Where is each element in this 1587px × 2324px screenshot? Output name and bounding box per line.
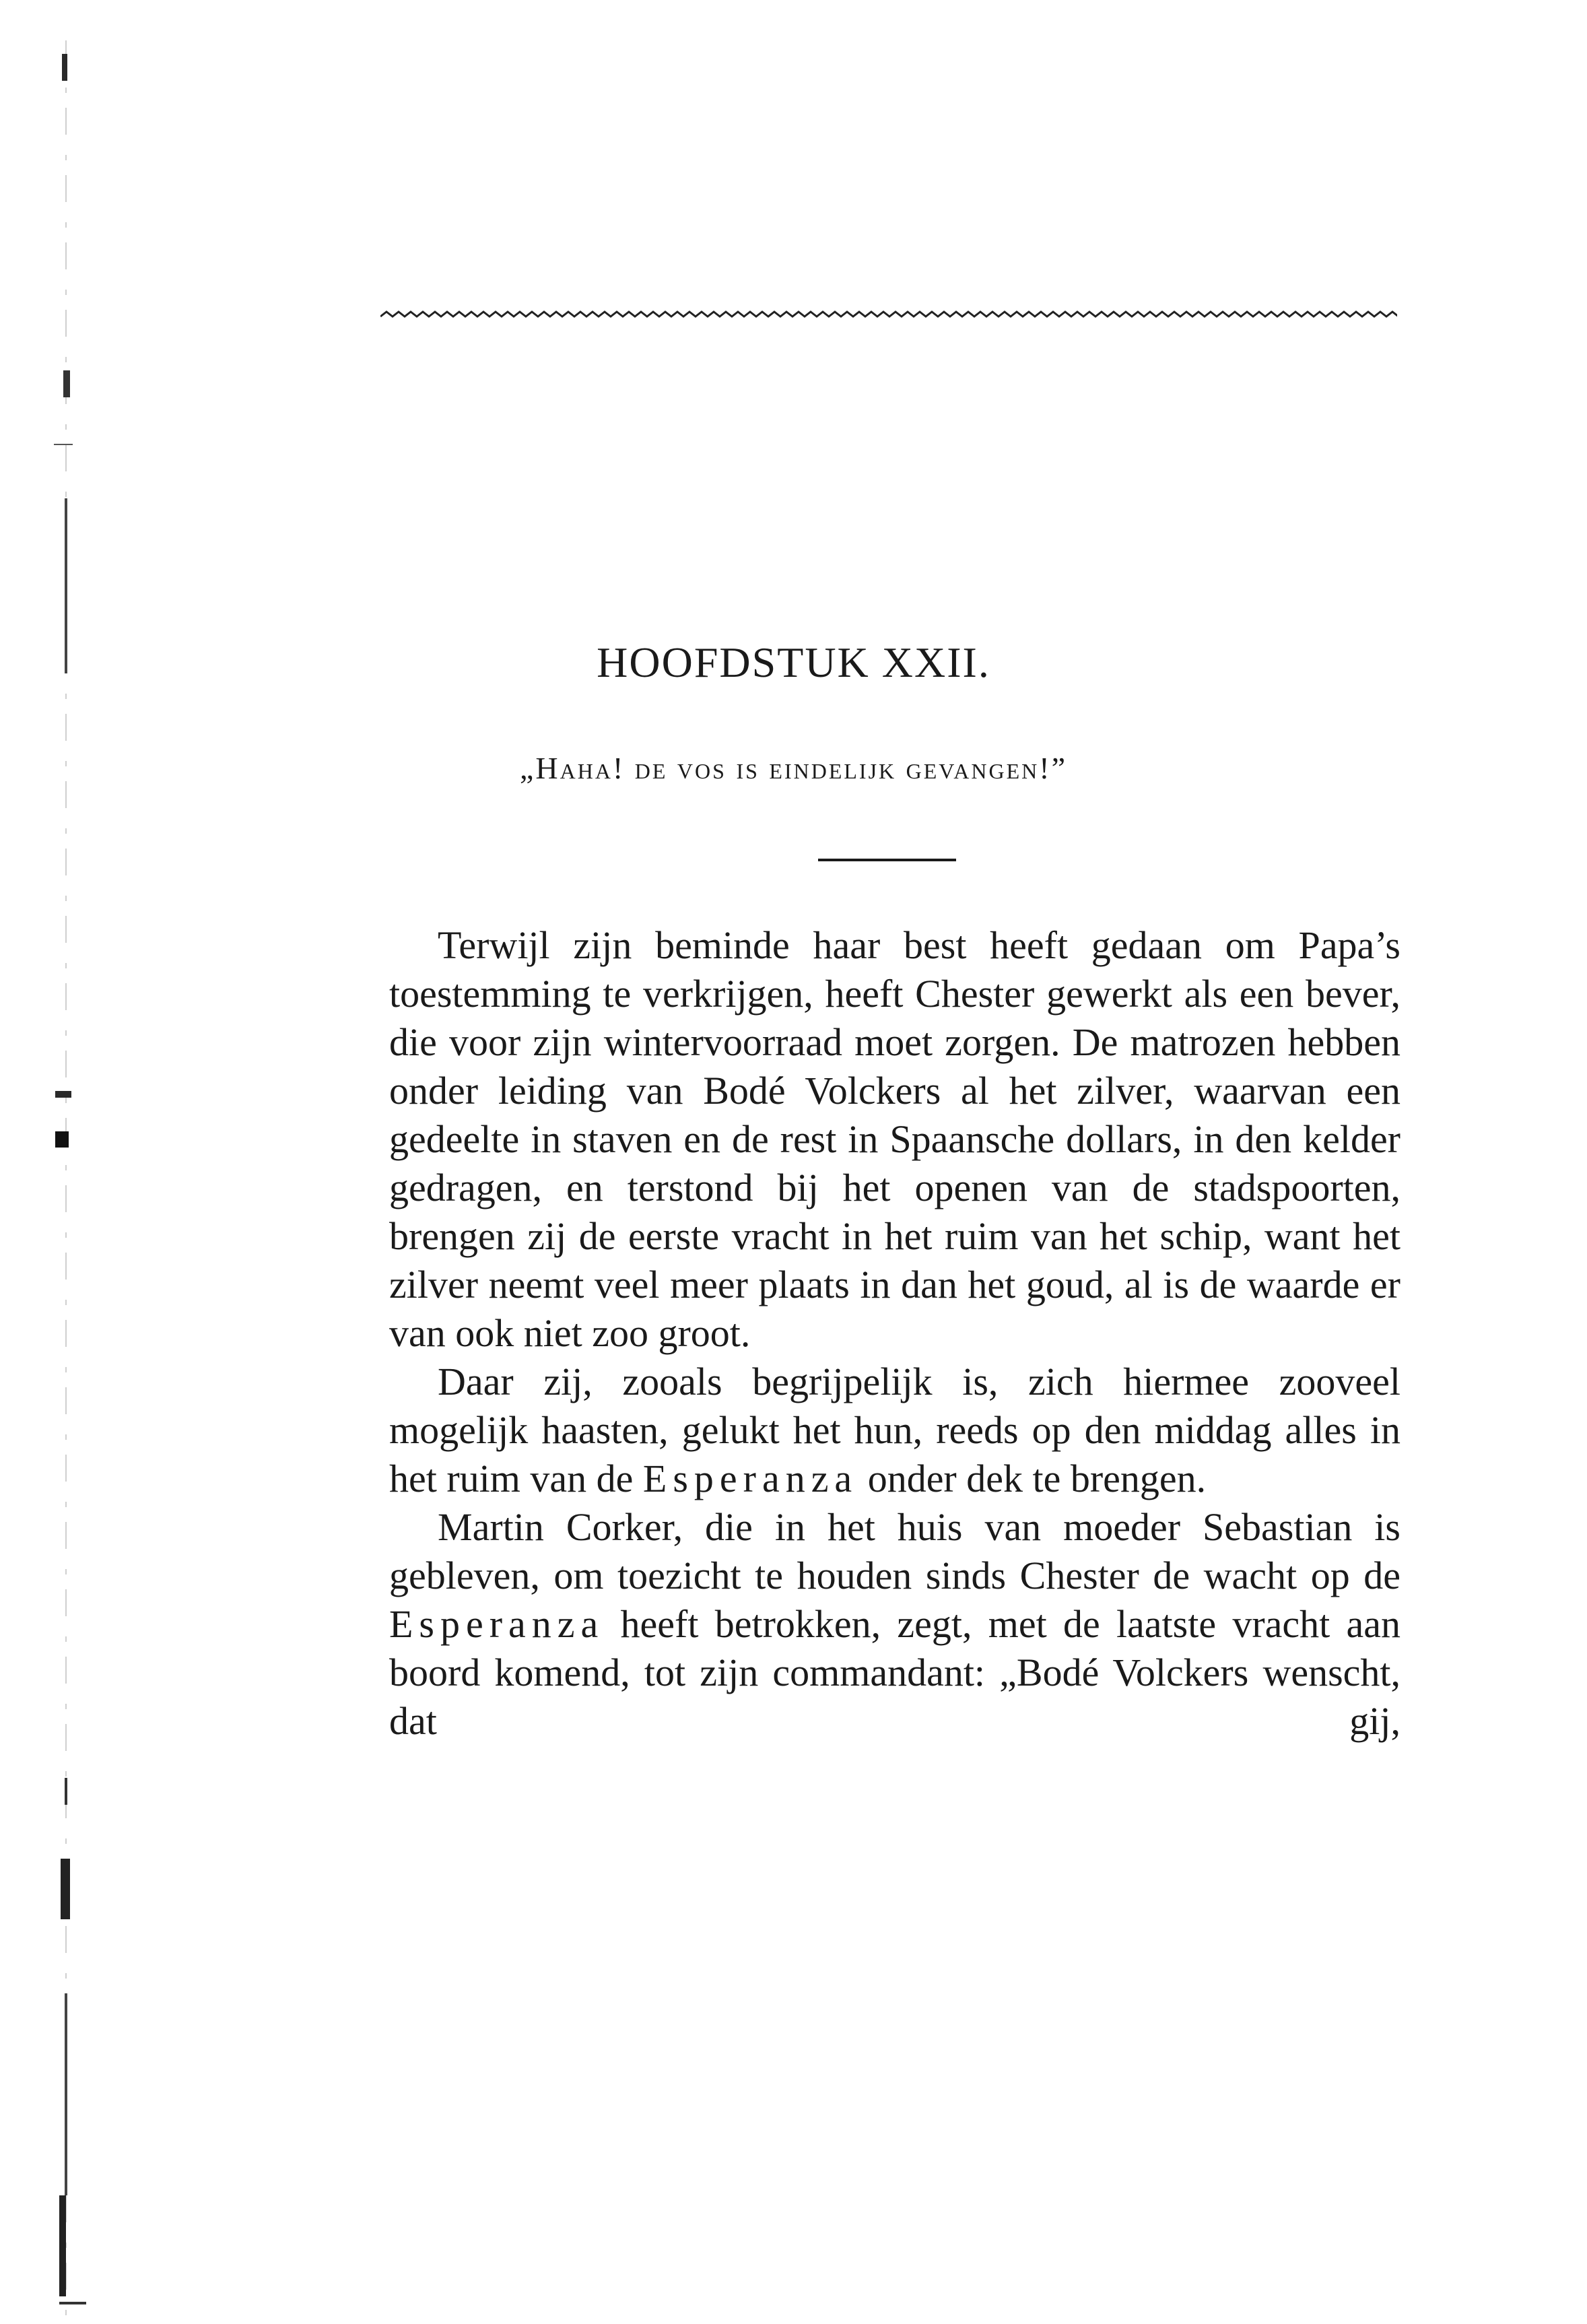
paragraph: [389, 1503, 1400, 1746]
paragraph-text: Daar zij, zooals begrijpelijk is, zich hiermee zooveel mogelijk haasten, gelukt het hun, reeds op den middag alles in het ruim van de: [389, 1360, 1400, 1500]
decorative-wavy-rule: [380, 306, 1397, 327]
body-text: [389, 921, 1400, 1746]
scan-binding-edge: [46, 40, 86, 2317]
chapter-title: HOOFDSTUK XXII.: [597, 638, 990, 686]
chapter-subtitle: „Haha! de vos is eindelijk gevangen!”: [519, 751, 1067, 785]
paragraph: Terwijl zijn beminde haar best heeft gedaan om Papa’s toestemming te verkrijgen, heeft Chester gewerkt als een bever, die voor zijn wintervoorraad moet zorgen. De matrozen hebben onder leiding van Bodé Volckers al het zilver, waarvan een gedeelte in staven en de rest in Spaansche dollars, in den kelder gedragen, en terstond bij het openen van de stadspoorten, brengen zij de eerste vracht in het ruim van het schip, want het zilver neemt veel meer plaats in dan het goud, al is de waarde er van ook niet zoo groot.: [389, 923, 1400, 1355]
ship-name: Esperanza: [389, 1602, 605, 1646]
paragraph-text: heeft betrokken, zegt, met de laatste vracht aan boord komend, tot zijn commandant: „Bodé Volckers wenscht, dat gij,: [389, 1602, 1400, 1743]
paragraph: [389, 1358, 1400, 1503]
ship-name: Esperanza: [642, 1457, 858, 1500]
paragraph-text: Martin Corker, die in het huis van moeder Sebastian is gebleven, om toezicht te houden sinds Chester de wacht op de: [389, 1505, 1400, 1597]
title-divider-rule: [818, 859, 956, 861]
paragraph-text: onder dek te brengen.: [858, 1457, 1207, 1500]
